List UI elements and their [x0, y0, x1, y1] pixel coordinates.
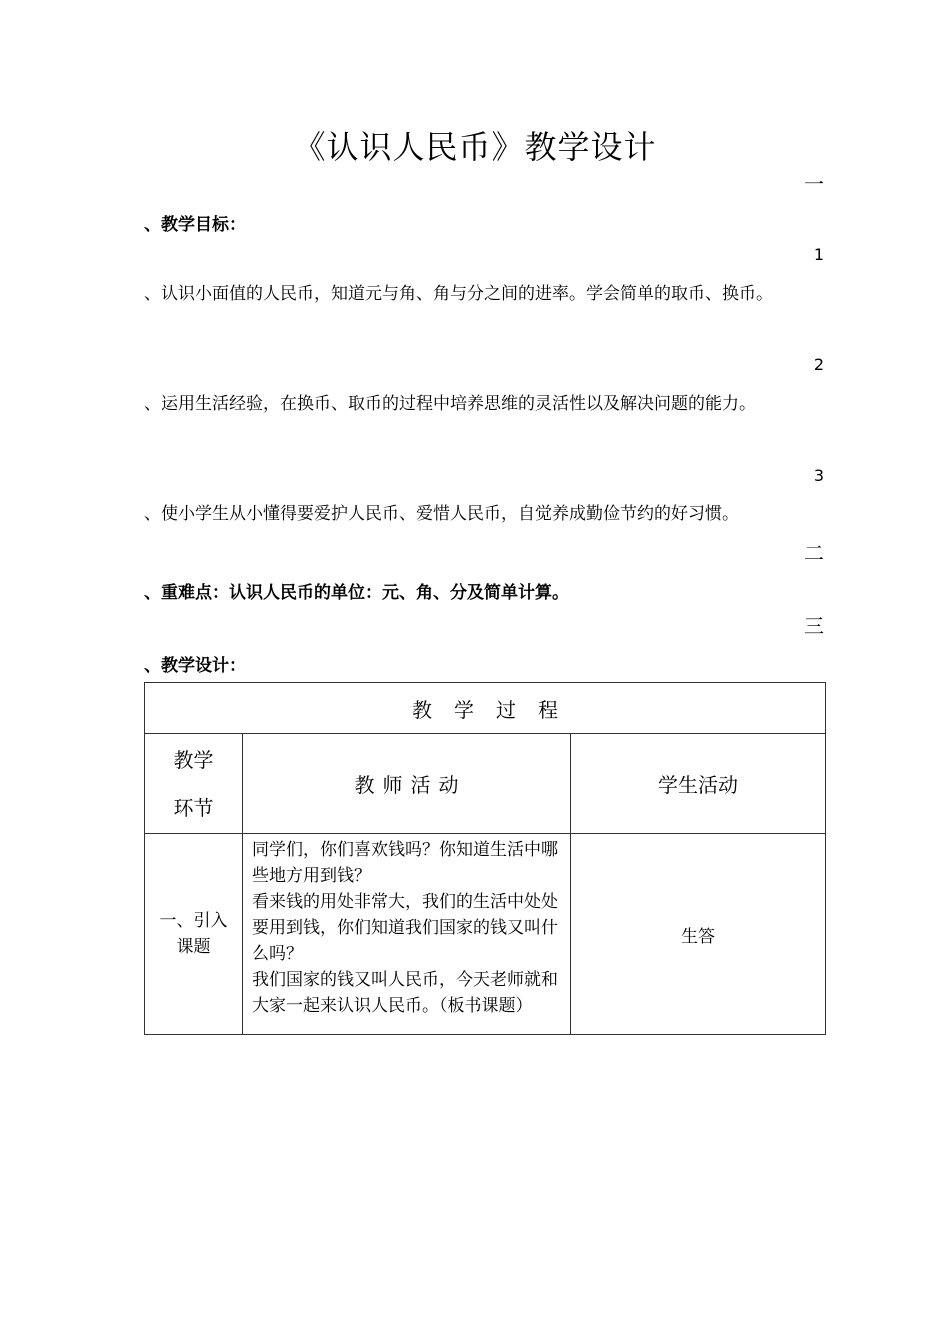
- teaching-process-table: [144, 682, 826, 1035]
- header-teacher-activity: 教师活动: [243, 734, 571, 834]
- section-heading-objectives: 、教学目标：: [144, 215, 246, 235]
- teacher-activity-cell: [243, 834, 571, 1035]
- section-marker-1: 一: [804, 172, 824, 196]
- objective-number-1: 1: [813, 245, 824, 264]
- header-stage-line1: 教学: [173, 747, 214, 772]
- table-row: [145, 834, 826, 1035]
- stage-line2: 课题: [176, 937, 211, 957]
- header-stage: [145, 734, 243, 834]
- student-activity-cell: 生答: [571, 834, 826, 1035]
- page-title: 《认识人民币》教学设计: [293, 128, 657, 166]
- objective-text-3: 、使小学生从小懂得要爱护人民币、爱惜人民币，自觉养成勤俭节约的好习惯。: [144, 504, 739, 524]
- objective-text-2: 、运用生活经验，在换币、取币的过程中培养思维的灵活性以及解决问题的能力。: [144, 394, 756, 414]
- teacher-activity-line: 我们国家的钱又叫人民币，今天老师就和大家一起来认识人民币。（板书课题）: [252, 970, 558, 1016]
- header-student-activity: 学生活动: [571, 734, 826, 834]
- teacher-activity-line: 看来钱的用处非常大，我们的生活中处处要用到钱，你们知道我们国家的钱又叫什么吗？: [252, 892, 558, 964]
- section-heading-design: 、教学设计：: [144, 656, 246, 676]
- objective-number-2: 2: [813, 355, 824, 374]
- table-title: 教学过程: [145, 683, 826, 734]
- stage-cell: [145, 834, 243, 1035]
- teacher-activity-line: 同学们，你们喜欢钱吗？你知道生活中哪些地方用到钱？: [252, 840, 558, 886]
- section-heading-key-points: 、重难点：认识人民币的单位：元、角、分及简单计算。: [144, 583, 569, 603]
- section-marker-2: 二: [804, 541, 824, 565]
- header-stage-line2: 环节: [173, 795, 214, 820]
- stage-line1: 一、引入: [159, 911, 228, 931]
- objective-text-1: 、认识小面值的人民币，知道元与角、角与分之间的进率。学会简单的取币、换币。: [144, 284, 773, 304]
- objective-number-3: 3: [813, 466, 824, 485]
- section-marker-3: 三: [804, 614, 824, 638]
